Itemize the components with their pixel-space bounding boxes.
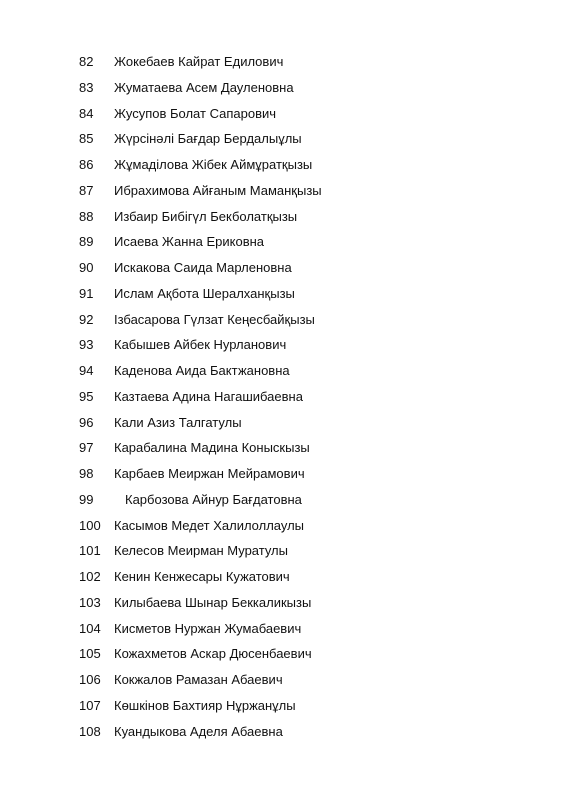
list-item-number: 95 [79,388,94,404]
list-item-name: Килыбаева Шынар Беккаликызы [114,594,312,610]
list-item-name: Каденова Аида Бактжановна [114,363,290,378]
list-item-name: Избаир Бибігүл Бекболатқызы [114,208,298,224]
list-item [0,410,565,436]
list-item-number: 102 [79,569,101,584]
list-item [0,487,565,513]
list-item [0,229,565,255]
list-item-number: 88 [79,208,94,224]
list-item [0,307,565,333]
list-item-number: 107 [79,697,101,713]
list-item [0,538,565,564]
list-item [0,435,565,461]
list-item [0,49,565,75]
list-item-name: Кисметов Нуржан Жумабаевич [114,620,302,636]
list-item [0,513,565,539]
list-item-number: 83 [79,79,94,95]
list-item [0,384,565,410]
list-item-number: 101 [79,543,101,559]
list-item-number: 106 [79,672,101,687]
list-item-name: Исаева Жанна Ериковна [114,234,265,250]
list-item-number: 104 [79,620,101,636]
list-item-number: 93 [79,337,94,353]
list-item-name: Кенин Кенжесары Кужатович [114,569,290,584]
list-item [0,152,565,178]
list-item-number: 90 [79,260,94,275]
list-item-number: 87 [79,182,94,198]
list-item-name: Көшкінов Бахтияр Нұржанұлы [114,697,296,713]
list-item-name: Кокжалов Рамазан Абаевич [114,672,283,687]
list-item-name: Кожахметов Аскар Дюсенбаевич [114,646,312,662]
list-item-number: 98 [79,466,94,481]
list-item-number: 89 [79,234,94,250]
list-item-number: 96 [79,414,94,430]
list-item [0,75,565,101]
list-item-number: 94 [79,363,94,378]
list-item-name: Ізбасарова Гүлзат Кеңесбайқызы [114,311,315,327]
list-item [0,564,565,590]
list-item-name: Кали Азиз Талгатулы [114,414,242,430]
list-item [0,101,565,127]
list-item [0,590,565,616]
list-item-number: 85 [79,131,94,147]
list-item [0,255,565,281]
list-item-number: 100 [79,517,101,533]
list-item-number: 82 [79,54,94,69]
list-item [0,126,565,152]
list-item [0,616,565,642]
list-item-name: Искакова Саида Марленовна [114,260,292,275]
list-item-name: Ислам Ақбота Шералханқызы [114,285,295,301]
list-item-number: 97 [79,440,94,456]
list-item-number: 99 [79,491,94,507]
list-item [0,461,565,487]
list-item [0,693,565,719]
list-item-number: 91 [79,285,94,301]
list-item-name: Карабалина Мадина Коныскызы [114,440,310,456]
list-item-name: Карбозова Айнур Бағдатовна [125,491,302,507]
list-item-number: 84 [79,105,94,121]
list-item [0,178,565,204]
list-item-name: Жокебаев Кайрат Едилович [114,54,284,69]
list-item-name: Казтаева Адина Нагашибаевна [114,388,303,404]
list-item [0,719,565,745]
list-item [0,281,565,307]
list-item [0,667,565,693]
list-item-number: 92 [79,311,94,327]
list-item-name: Куандыкова Аделя Абаевна [114,723,283,739]
list-item-name: Жүрсінәлі Бағдар Бердалыұлы [114,131,302,147]
name-list [0,49,565,744]
list-item [0,641,565,667]
list-item [0,332,565,358]
list-item-name: Келесов Меирман Муратулы [114,543,288,559]
list-item-name: Карбаев Меиржан Мейрамович [114,466,305,481]
list-item-number: 105 [79,646,101,662]
list-item-number: 103 [79,594,101,610]
list-item-name: Кабышев Айбек Нурланович [114,337,287,353]
list-item-name: Ибрахимова Айғаным Маманқызы [114,182,322,198]
list-item-name: Жусупов Болат Сапарович [114,105,277,121]
list-item [0,204,565,230]
list-item-name: Касымов Медет Халилоллаулы [114,517,305,533]
list-item-name: Жұмаділова Жібек Аймұратқызы [114,157,313,172]
list-item-number: 108 [79,723,101,739]
list-item-number: 86 [79,157,94,172]
list-item-name: Жуматаева Асем Дауленовна [114,79,294,95]
list-item [0,358,565,384]
